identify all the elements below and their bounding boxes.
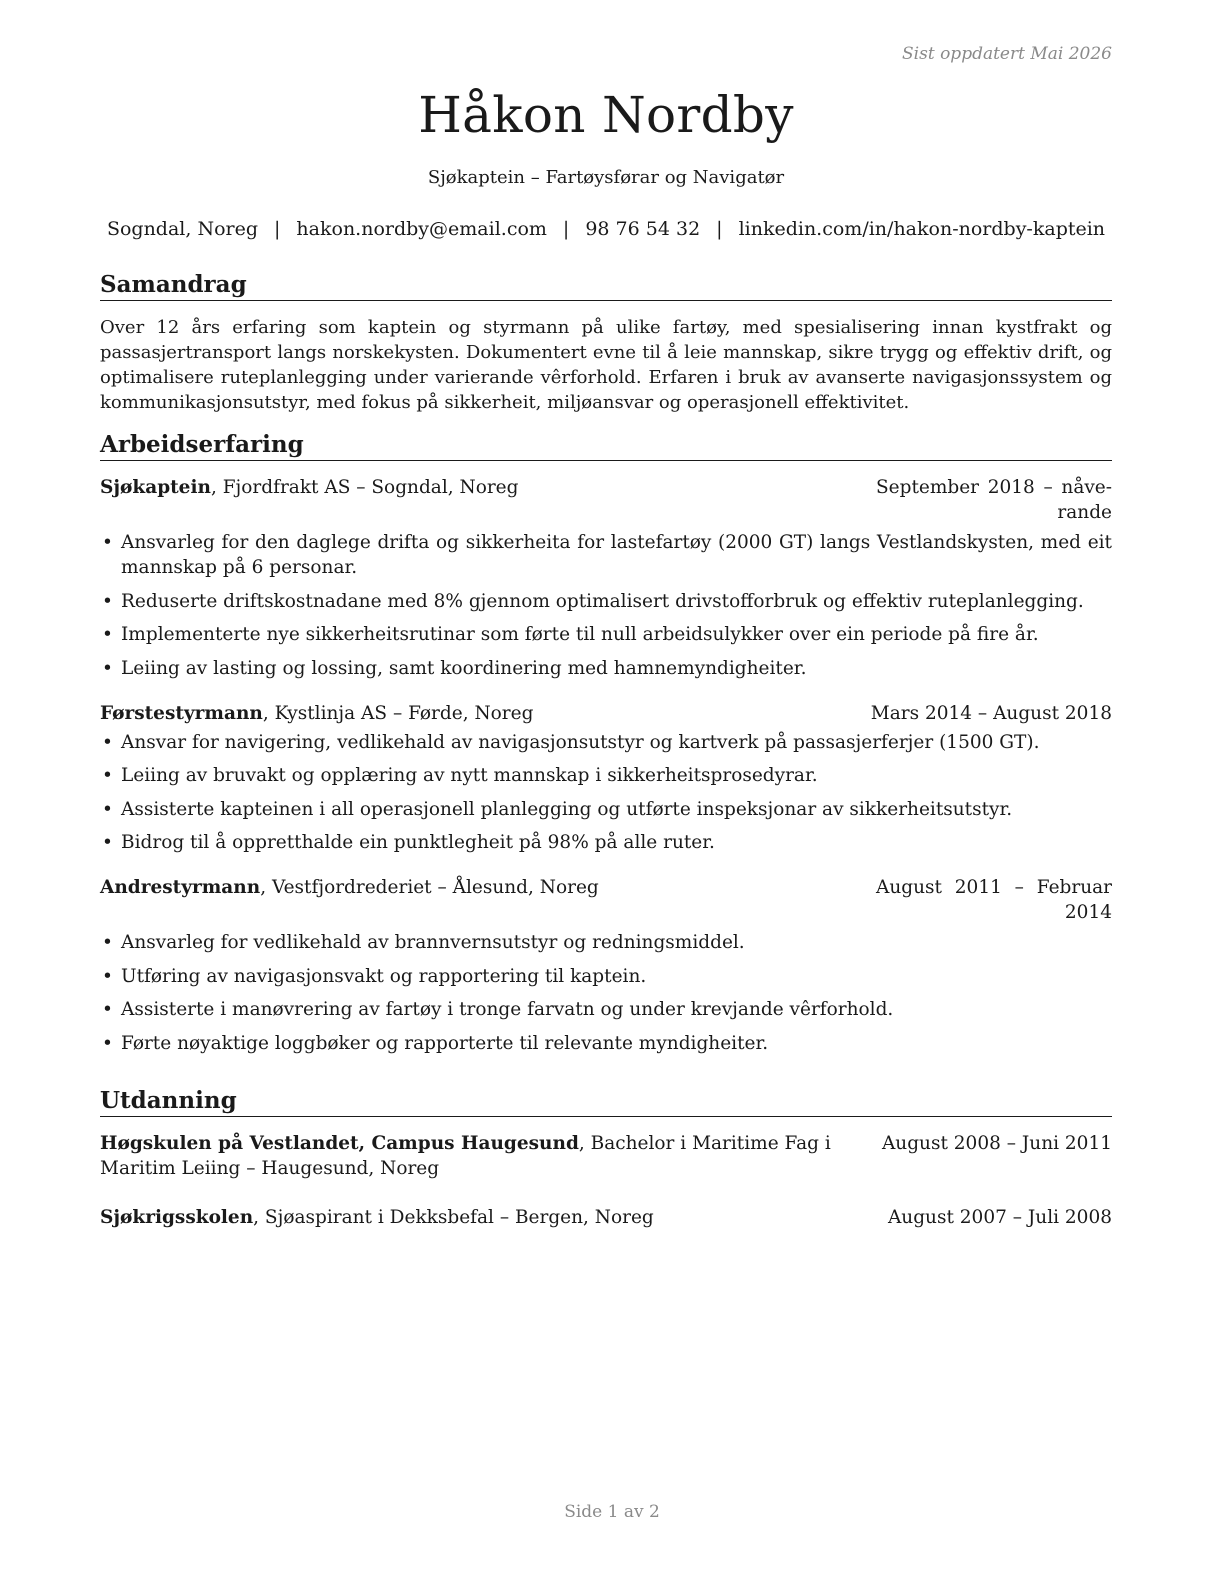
job-title: Andrestyrmann <box>100 877 261 898</box>
degree-details: , Bachelor i Maritime Fag i Maritim Leiing – Haugesund, Noreg <box>100 1133 831 1179</box>
job-entry <box>100 875 1112 1056</box>
job-title: Sjøkaptein <box>100 477 211 498</box>
contact-linkedin[interactable]: linkedin.com/in/hakon-nordby-kaptein <box>738 218 1106 240</box>
job-title: Førstestyrmann <box>100 702 263 724</box>
contact-separator: | <box>274 218 281 240</box>
contact-separator: | <box>562 218 570 240</box>
education-entry <box>100 1205 1112 1230</box>
contact-email[interactable]: hakon.nordby@email.com <box>296 218 547 240</box>
section-heading-experience: Arbeidserfaring <box>100 430 1112 461</box>
education-entry <box>100 1131 1112 1181</box>
job-dates: September 2018 – nåve- rande <box>876 477 1112 523</box>
education-dates: August 2007 – Juli 2008 <box>887 1207 1112 1228</box>
job-bullets <box>100 530 1112 681</box>
section-heading-summary: Samandrag <box>100 270 1112 301</box>
job-bullets <box>100 730 1112 856</box>
job-entry <box>100 701 1112 856</box>
contact-line <box>100 218 1112 240</box>
job-dates: August 2011 – Februar 2014 <box>876 877 1112 923</box>
list-item: • Reduserte driftskostnadane med 8% gjennom optimalisert drivstofforbruk og effektiv ruteplanlegging. <box>100 589 1112 614</box>
job-dates: Mars 2014 – August 2018 <box>870 702 1112 724</box>
job-header <box>100 875 1112 925</box>
list-item: • Ansvarleg for den daglege drifta og sikkerheita for lastefartøy (2000 GT) langs Vestlandskysten, med eit mannskap på 6 personar. <box>100 530 1112 580</box>
job-bullets <box>100 930 1112 1056</box>
degree-details: , Sjøaspirant i Dekksbefal – Bergen, Noreg <box>253 1207 654 1228</box>
list-item: • Assisterte kapteinen i all operasjonell planlegging og utførte inspeksjonar av sikkerheitsutstyr. <box>100 797 1112 822</box>
contact-location: Sogndal, Noreg <box>106 218 259 240</box>
contact-phone[interactable]: 98 76 54 32 <box>585 218 701 240</box>
contact-separator: | <box>716 218 723 240</box>
education-dates: August 2008 – Juni 2011 <box>881 1133 1112 1154</box>
summary-text: Over 12 års erfaring som kaptein og styrmann på ulike fartøy, med spesialisering innan kystfrakt og passasjertransport langs norskekysten. Dokumentert evne til å leie mannskap, sikre trygg og effektiv drift, og optimalisere ruteplanlegging under varierande vêrforhold. Erfaren i bruk av avanserte navigasjonssystem og kommunikasjonsutstyr, med fokus på sikkerheit, miljøansvar og operasjonell effektivitet. <box>100 317 1112 413</box>
page-number: Side 1 av 2 <box>564 1502 660 1522</box>
job-employer: , Vestfjordrederiet – Ålesund, Noreg <box>260 877 599 898</box>
job-employer: , Fjordfrakt AS – Sogndal, Noreg <box>210 477 519 498</box>
list-item: • Implementerte nye sikkerheitsrutinar som førte til null arbeidsulykker over ein periode på fire år. <box>100 622 1112 647</box>
list-item: • Leiing av lasting og lossing, samt koordinering med hamnemyndigheiter. <box>100 656 1112 681</box>
list-item: • Ansvarleg for vedlikehald av brannvernsutstyr og redningsmiddel. <box>100 930 1112 955</box>
job-header <box>100 701 1112 726</box>
list-item: • Leiing av bruvakt og opplæring av nytt mannskap i sikkerheitsprosedyrar. <box>100 763 1112 788</box>
list-item: • Utføring av navigasjonsvakt og rapportering til kaptein. <box>100 964 1112 989</box>
list-item: • Bidrog til å oppretthalde ein punktlegheit på 98% på alle ruter. <box>100 830 1112 855</box>
person-name: Håkon Nordby <box>418 86 794 144</box>
job-header <box>100 475 1112 525</box>
job-title: Sjøkaptein – Fartøysførar og Navigatør <box>427 167 785 188</box>
education-section <box>100 1086 1112 1230</box>
experience-section <box>100 430 1112 1064</box>
list-item: • Ansvar for navigering, vedlikehald av navigasjonsutstyr og kartverk på passasjerferjer (1500 GT). <box>100 730 1112 755</box>
school-name: Sjøkrigsskolen <box>100 1207 254 1228</box>
list-item: • Førte nøyaktige loggbøker og rapporterte til relevante myndigheiter. <box>100 1031 1112 1056</box>
job-employer: , Kystlinja AS – Førde, Noreg <box>262 702 534 724</box>
job-entry <box>100 475 1112 681</box>
summary-section <box>100 270 1112 415</box>
last-updated: Sist oppdatert Mai 2026 <box>902 44 1112 64</box>
list-item: • Assisterte i manøvrering av fartøy i tronge farvatn og under krevjande vêrforhold. <box>100 997 1112 1022</box>
section-heading-education: Utdanning <box>100 1086 1112 1117</box>
school-name: Høgskulen på Vestlandet, Campus Haugesund <box>100 1133 579 1154</box>
